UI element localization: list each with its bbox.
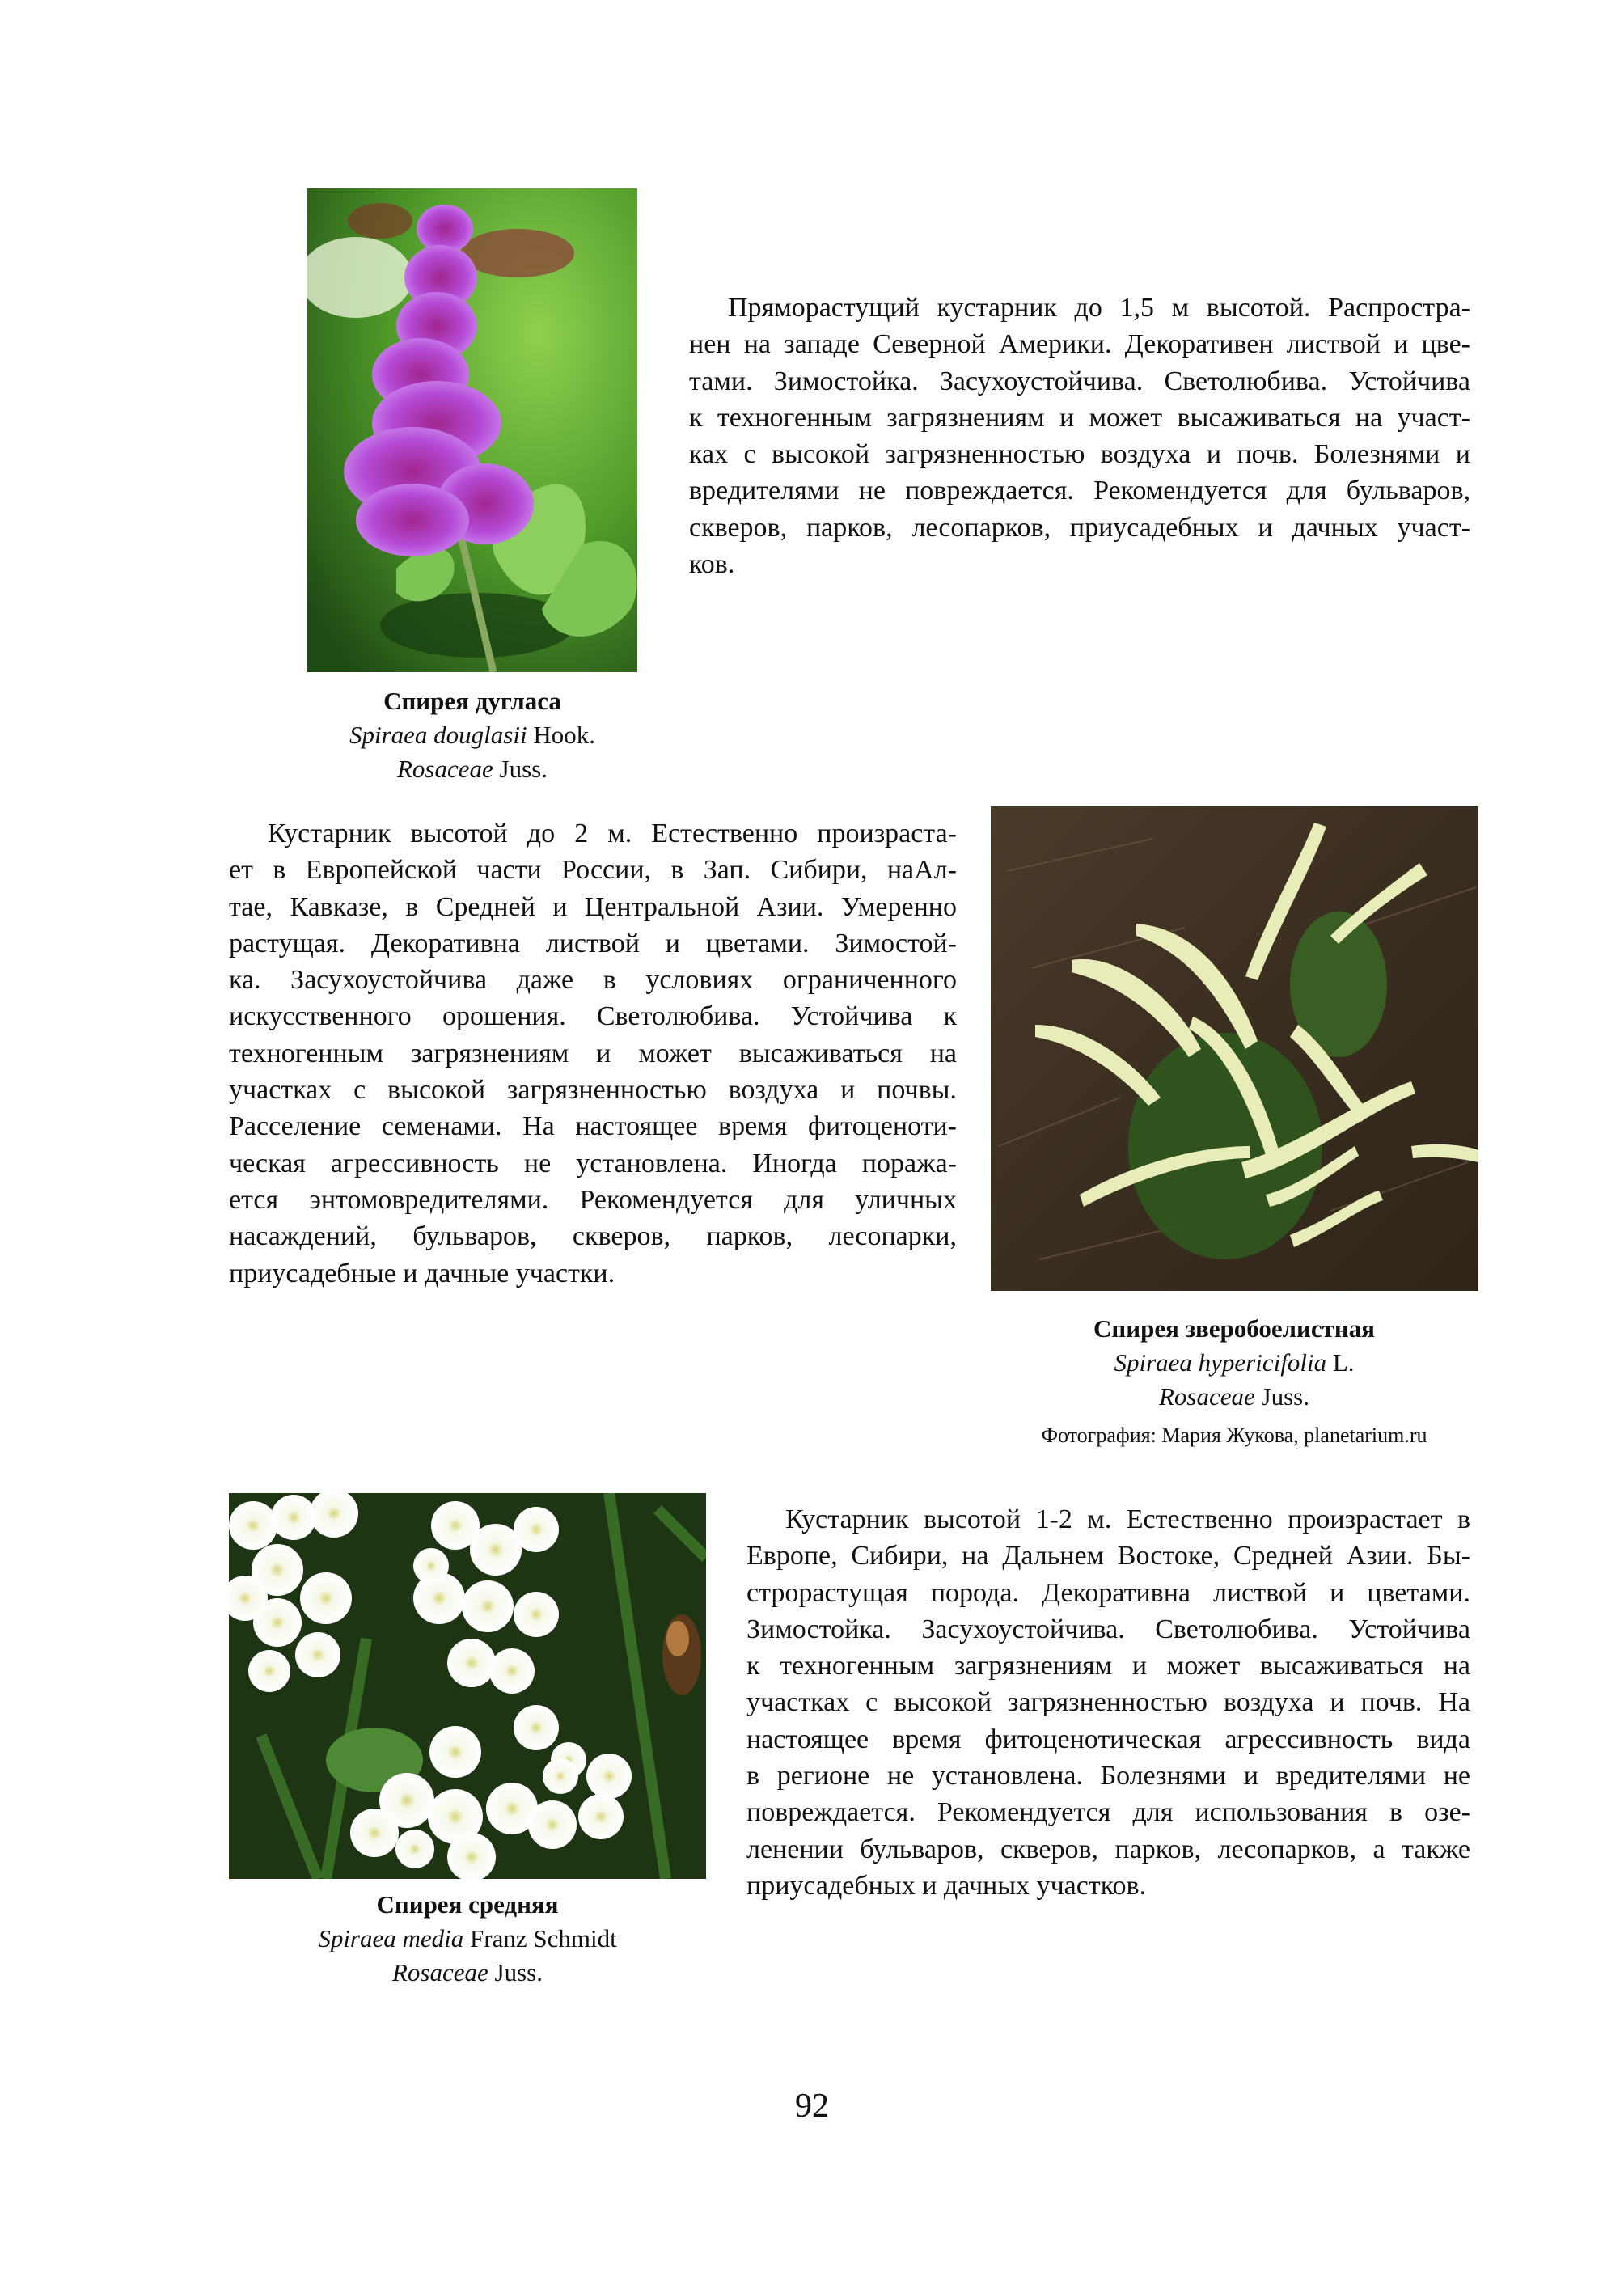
text-line: приусадебных и дачных участков. [746, 1870, 1147, 1901]
common-name: Спирея средняя [376, 1890, 559, 1919]
description-spiraea-douglasii [689, 290, 1470, 582]
photo-spiraea-media [229, 1493, 706, 1879]
common-name: Спирея дугласа [383, 687, 561, 715]
photo-credit: Фотография: Мария Жукова, planetarium.ru [1041, 1424, 1427, 1447]
text-line: к техногенным загрязнениям и может высаживаться на [746, 1651, 1470, 1682]
latin-genus-species: Spiraea media [318, 1924, 464, 1952]
text-line: тае, Кавказе, в Средней и Центральной Азии. Умеренно [229, 891, 957, 922]
family-latin: Rosaceae [1159, 1382, 1255, 1411]
white-spiraea-bush-photo-icon [991, 806, 1478, 1291]
text-line: насаждений, бульваров, скверов, парков, лесопарки, [229, 1221, 957, 1252]
family-name [270, 752, 675, 786]
family-author: Juss. [494, 1958, 543, 1986]
latin-name [951, 1346, 1517, 1380]
text-line: Кустарник высотой 1-2 м. Естественно произрастает в [785, 1504, 1470, 1534]
latin-name [225, 1922, 710, 1956]
latin-name [270, 718, 675, 752]
text-line: вредителями не повреждается. Рекомендуется для бульваров, [689, 476, 1470, 506]
caption-spiraea-media [225, 1888, 710, 1990]
latin-author: Franz Schmidt [470, 1924, 617, 1952]
common-name: Спирея зверобоелистная [1093, 1314, 1376, 1343]
caption-spiraea-hypericifolia [951, 1312, 1517, 1451]
description-spiraea-hypericifolia [229, 815, 957, 1292]
text-line: нен на западе Северной Америки. Декоративен листвой и цве- [689, 329, 1470, 360]
photo-spiraea-hypericifolia [991, 806, 1478, 1291]
text-line: в регионе не установлена. Болезнями и вредителями не [746, 1761, 1470, 1792]
family-latin: Rosaceae [397, 755, 493, 783]
text-line: Расселение семенами. На настоящее время фитоценоти- [229, 1111, 957, 1142]
latin-author: L. [1332, 1348, 1355, 1377]
text-line: ках с высокой загрязненностью воздуха и почв. Болезнями и [689, 439, 1470, 470]
photo-spiraea-douglasii [307, 188, 637, 672]
text-line: Европе, Сибири, на Дальнем Востоке, Средней Азии. Бы- [746, 1541, 1470, 1572]
text-line: участках с высокой загрязненностью воздуха и почв. На [746, 1687, 1470, 1718]
text-line: скверов, парков, лесопарков, приусадебных и дачных участ- [689, 512, 1470, 543]
text-line: настоящее время фитоценотическая агрессивность вида [746, 1724, 1470, 1754]
page-number: 92 [795, 2088, 829, 2125]
white-spiraea-flowers-with-bee-photo-icon [229, 1493, 706, 1879]
latin-genus-species: Spiraea douglasii [349, 721, 527, 749]
latin-author: Hook. [533, 721, 595, 749]
text-line: участках с высокой загрязненностью воздуха и почвы. [229, 1075, 957, 1106]
family-latin: Rosaceae [392, 1958, 488, 1986]
text-line: ленении бульваров, скверов, парков, лесопарков, а также [746, 1834, 1470, 1864]
family-author: Juss. [1261, 1382, 1309, 1411]
text-line: ка. Засухоустойчива даже в условиях ограниченного [229, 965, 957, 996]
latin-genus-species: Spiraea hypericifolia [1114, 1348, 1327, 1377]
text-line: техногенным загрязнениям и может высаживаться на [229, 1038, 957, 1068]
text-line: Зимостойка. Засухоустойчива. Светолюбива. Устойчива [746, 1614, 1470, 1644]
text-line: к техногенным загрязнениям и может высаживаться на участ- [689, 402, 1470, 433]
family-name [951, 1380, 1517, 1414]
text-line: строрастущая порода. Декоративна листвой и цветами. [746, 1577, 1470, 1608]
caption-spiraea-douglasii [270, 684, 675, 786]
text-line: ческая агрессивность не установлена. Иногда поража- [229, 1148, 957, 1178]
description-spiraea-media [746, 1501, 1470, 1904]
text-line: тами. Зимостойка. Засухоустойчива. Светолюбива. Устойчива [689, 366, 1470, 396]
text-line: повреждается. Рекомендуется для использования в озе- [746, 1797, 1470, 1828]
text-line: Пряморастущий кустарник до 1,5 м высотой. Распростра- [728, 293, 1470, 323]
text-line: Кустарник высотой до 2 м. Естественно произраста- [268, 819, 957, 848]
text-line: ков. [689, 549, 735, 580]
text-line: приусадебные и дачные участки. [229, 1258, 615, 1288]
text-line: растущая. Декоративна листвой и цветами. Зимостой- [229, 928, 957, 958]
text-line: искусственного орошения. Светолюбива. Устойчива к [229, 1001, 957, 1032]
purple-spiraea-flower-photo-icon [307, 188, 637, 672]
text-line: ется энтомовредителями. Рекомендуется для уличных [229, 1184, 957, 1215]
text-line: ет в Европейской части России, в Зап. Сибири, наАл- [229, 855, 957, 886]
family-author: Juss. [499, 755, 548, 783]
family-name [225, 1956, 710, 1990]
